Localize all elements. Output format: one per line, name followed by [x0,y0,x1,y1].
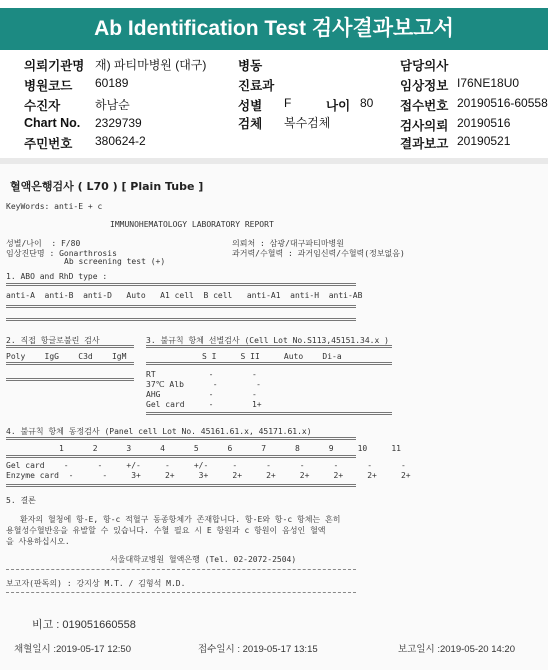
section-3-header: S I S II Auto Di-a [202,352,342,361]
section-4-gel-row: Gel card - - +/- - +/- - - - - - - [6,461,406,470]
rule [6,318,356,321]
section-2-header: Poly IgG C3d IgM [6,352,127,361]
receipt-value: 20190516-60558 [457,96,548,110]
history-line: 과거력/수혈력 : 과거임신력/수혈력(정보없음) [232,249,405,258]
requester-line: 의뢰처 : 삼광/대구파티마병원 [232,239,345,248]
reporter: 보고자(판독의) : 강지상 M.T. / 김형석 M.D. [6,579,186,588]
rule [6,592,356,593]
rule [6,378,134,381]
sex-value: F [284,96,292,110]
receipt-label: 접수번호 [400,99,449,113]
conclusion-line-1: 환자의 혈청에 항-E, 항-c 적혈구 동종항체가 존재합니다. 항-E와 항-c 항체는 흔히 [20,515,341,524]
rule [6,283,356,286]
specimen-value: 복수검체 [284,116,331,130]
rule [146,362,392,365]
rule [6,569,356,570]
collected-time: 채혈일시 :2019-05-17 12:50 [14,644,131,655]
screening-line: Ab screening test (+) [64,257,166,266]
note: 비고 : 019051660558 [32,619,136,631]
rule [146,345,392,348]
conclusion-line-3: 을 사용하십시오. [6,537,70,546]
section-4-title: 4. 불규칙 항체 동정검사 (Panel cell Lot No. 45161.61.x, 45171.61.x) [6,427,312,436]
section-1-title: 1. ABO and RhD type : [6,272,108,281]
rule [6,455,356,458]
lab-name: 서울대학교병원 혈액은행 (Tel. 02-2072-2504) [110,555,297,564]
patient-label: 수진자 [24,99,61,113]
chart-label: Chart No. [24,116,81,130]
rule [146,412,392,415]
diagnosis-line: 임상진단명 : Gonarthrosis [6,249,117,258]
result-report-value: 20190521 [457,134,511,148]
request-label: 검사의뢰 [400,119,449,133]
lab-title: IMMUNOHEMATOLOGY LABORATORY REPORT [110,220,274,229]
received-time: 접수일시 : 2019-05-17 13:15 [198,644,318,655]
section-2-title: 2. 직접 항글로불린 검사 [6,336,100,345]
id-label: 주민번호 [24,137,73,151]
rule [6,305,356,308]
clinical-label: 임상정보 [400,79,449,93]
conclusion-line-2: 용혈성수혈반응을 유발할 수 있습니다. 수혈 필요 시 E 항원과 c 항원이 음성인 혈액 [6,526,326,535]
result-report-label: 결과보고 [400,137,449,151]
institution-label: 의뢰기관명 [24,59,85,73]
age-label: 나이 [326,99,351,113]
rule [6,484,356,487]
section-3-rows: RT - - 37℃ Alb - - AHG - - Gel card - 1+ [146,370,262,409]
report-section-title: 혈액은행검사 ( L70 ) [ Plain Tube ] [10,180,204,193]
lab-report-document [0,164,548,670]
section-5-title: 5. 결론 [6,496,36,505]
specimen-label: 검체 [238,117,263,131]
rule [6,437,356,440]
keywords: KeyWords: anti-E + c [6,202,103,211]
sex-label: 성별 [238,99,263,113]
doctor-label: 담당의사 [400,59,449,73]
institution-value: 재) 파티마병원 (대구) [95,58,207,72]
ward-label: 병동 [238,59,263,73]
rule [6,345,134,348]
rule [6,362,134,365]
request-value: 20190516 [457,116,511,130]
chart-value: 2329739 [95,116,142,130]
id-value: 380624-2 [95,134,146,148]
clinical-value: I76NE18U0 [457,76,520,90]
patient-value: 하남순 [95,98,130,112]
reported-time: 보고일시 :2019-05-20 14:20 [398,644,515,655]
sex-age-line: 성별/나이 : F/80 [6,239,81,248]
dept-label: 진료과 [238,79,275,93]
section-4-enzyme-row: Enzyme card - - 3+ 2+ 3+ 2+ 2+ 2+ 2+ 2+ 2+ [6,471,411,480]
section-3-title: 3. 불규칙 항체 선별검사 (Cell Lot No.S113,45151.34.x ) [146,336,389,345]
section-1-header: anti-A anti-B anti-D Auto A1 cell B cell anti-A1 anti-H anti-AB [6,291,363,300]
hospital-code-value: 60189 [95,76,129,90]
hospital-code-label: 병원코드 [24,79,73,93]
report-title: Ab Identification Test 검사결과보고서 [0,8,548,50]
section-4-header: 1 2 3 4 5 6 7 8 9 10 11 [6,444,401,453]
age-value: 80 [360,96,374,110]
patient-info-panel [0,50,548,156]
